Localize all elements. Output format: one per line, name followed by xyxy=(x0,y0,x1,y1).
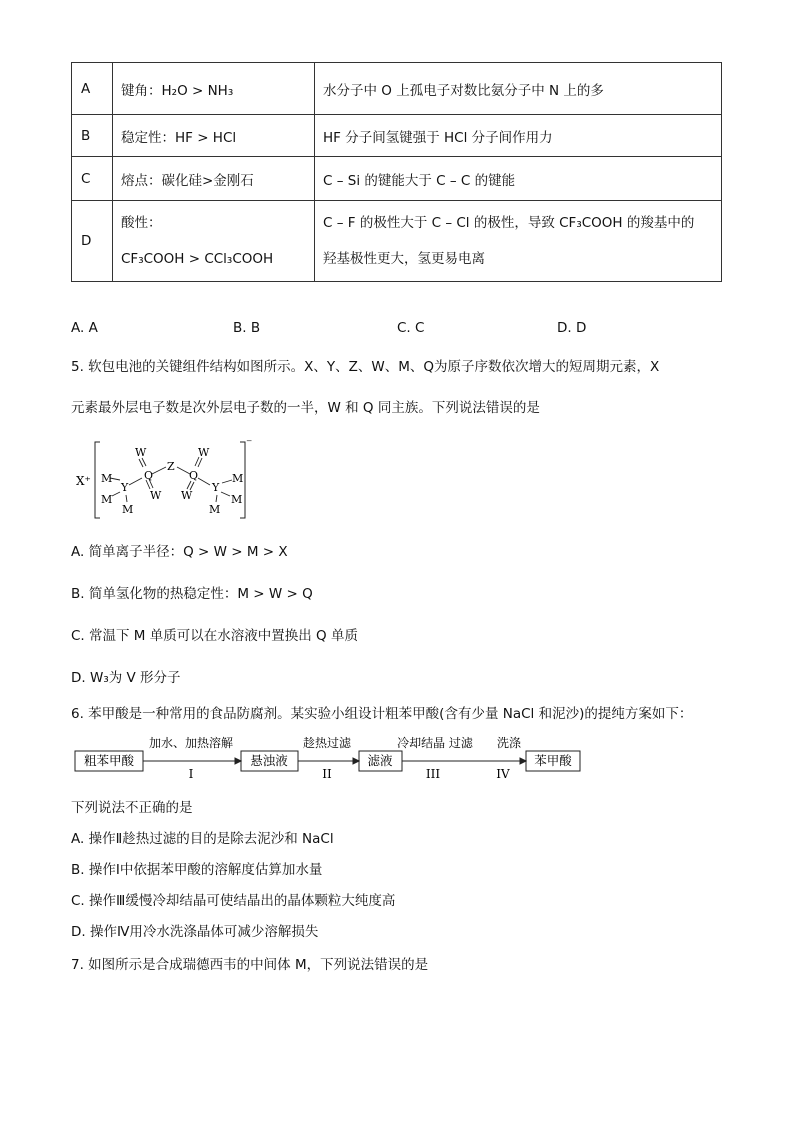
atom-w: W xyxy=(135,446,147,459)
row-claim-line: 酸性： xyxy=(121,215,162,231)
q6-option-c[interactable]: C. 操作Ⅲ缓慢冷却结晶可使结晶出的晶体颗粒大纯度高 xyxy=(71,893,396,909)
atom-q: Q xyxy=(144,469,154,482)
row-claim: 稳定性：HF > HCl xyxy=(113,115,315,157)
option-a[interactable]: A. A xyxy=(71,320,98,336)
atom-m: M xyxy=(232,472,244,485)
row-reason-line: 羟基极性更大，氢更易电离 xyxy=(323,251,485,267)
table-row xyxy=(72,115,722,157)
table-row xyxy=(72,157,722,201)
flow-box-label: 滤液 xyxy=(367,753,393,768)
atom-m: M xyxy=(101,472,113,485)
row-letter: B xyxy=(72,115,113,157)
q6-flowchart xyxy=(71,733,572,783)
q5-structure-diagram xyxy=(72,436,262,522)
q6-stem: 6. 苯甲酸是一种常用的食品防腐剂。某实验小组设计粗苯甲酸(含有少量 NaCl 和泥沙)的提纯方案如下： xyxy=(71,706,693,722)
structure-atoms xyxy=(101,446,243,516)
row-letter: C xyxy=(72,157,113,201)
anion-charge: ⁻ xyxy=(246,436,253,450)
q6-option-a[interactable]: A. 操作Ⅱ趁热过滤的目的是除去泥沙和 NaCl xyxy=(71,831,334,847)
flow-box-label: 苯甲酸 xyxy=(534,753,572,768)
option-d[interactable]: D. D xyxy=(557,320,587,336)
q5-option-b[interactable]: B. 简单氢化物的热稳定性：M > W > Q xyxy=(71,586,313,602)
row-letter: D xyxy=(72,201,113,282)
option-b[interactable]: B. B xyxy=(233,320,261,336)
option-c[interactable]: C. C xyxy=(397,320,425,336)
flow-step-number: III xyxy=(425,767,441,781)
q5-option-a[interactable]: A. 简单离子半径：Q > W > M > X xyxy=(71,544,288,560)
q5-option-c[interactable]: C. 常温下 M 单质可以在水溶液中置换出 Q 单质 xyxy=(71,628,358,644)
atom-m: M xyxy=(101,493,113,506)
row-reason: C – Si 的键能大于 C – C 的键能 xyxy=(315,157,722,201)
table-row xyxy=(72,63,722,115)
row-reason: 水分子中 O 上孤电子对数比氨分子中 N 上的多 xyxy=(315,63,722,115)
flow-box-label: 粗苯甲酸 xyxy=(83,753,135,768)
atom-z: Z xyxy=(167,460,175,473)
atom-m: M xyxy=(122,503,134,516)
atom-w: W xyxy=(181,489,193,502)
q6-option-d[interactable]: D. 操作Ⅳ用冷水洗涤晶体可减少溶解损失 xyxy=(71,924,319,940)
q6-question: 下列说法不正确的是 xyxy=(71,800,193,816)
q7-stem: 7. 如图所示是合成瑞德西韦的中间体 M，下列说法错误的是 xyxy=(71,957,429,973)
flow-step-number: IV xyxy=(496,767,510,781)
flow-step-label: 冷却结晶 过滤 xyxy=(397,736,473,750)
atom-y: Y xyxy=(212,481,220,494)
q4-table xyxy=(71,62,722,282)
atom-y: Y xyxy=(121,481,129,494)
row-reason-line: C – F 的极性大于 C – Cl 的极性，导致 CF₃COOH 的羧基中的 xyxy=(323,215,695,231)
row-reason: HF 分子间氢键强于 HCl 分子间作用力 xyxy=(315,115,722,157)
atom-w: W xyxy=(198,446,210,459)
flow-step-label: 趁热过滤 xyxy=(302,736,352,750)
flow-step-number: I xyxy=(188,767,194,781)
q6-option-b[interactable]: B. 操作Ⅰ中依据苯甲酸的溶解度估算加水量 xyxy=(71,862,323,878)
flow-step-number: II xyxy=(322,767,332,781)
row-claim xyxy=(113,201,315,282)
row-reason xyxy=(315,201,722,282)
atom-m: M xyxy=(231,493,243,506)
flow-box-label: 悬浊液 xyxy=(250,753,288,768)
flow-step-label: 加水、加热溶解 xyxy=(148,736,234,750)
q5-stem-line-2: 元素最外层电子数是次外层电子数的一半，W 和 Q 同主族。下列说法错误的是 xyxy=(71,400,540,416)
row-claim: 键角：H₂O > NH₃ xyxy=(113,63,315,115)
cation-label: X⁺ xyxy=(76,474,91,488)
atom-m: M xyxy=(209,503,221,516)
atom-q: Q xyxy=(189,469,199,482)
row-letter: A xyxy=(72,63,113,115)
flow-step-label: 洗涤 xyxy=(496,736,522,750)
table-row xyxy=(72,201,722,282)
q5-option-d[interactable]: D. W₃为 V 形分子 xyxy=(71,670,181,686)
atom-w: W xyxy=(150,489,162,502)
q5-stem-line-1: 5. 软包电池的关键组件结构如图所示。X、Y、Z、W、M、Q为原子序数依次增大的短周期元素，X xyxy=(71,359,660,375)
row-claim: 熔点：碳化硅>金刚石 xyxy=(113,157,315,201)
row-claim-line: CF₃COOH > CCl₃COOH xyxy=(121,251,274,267)
